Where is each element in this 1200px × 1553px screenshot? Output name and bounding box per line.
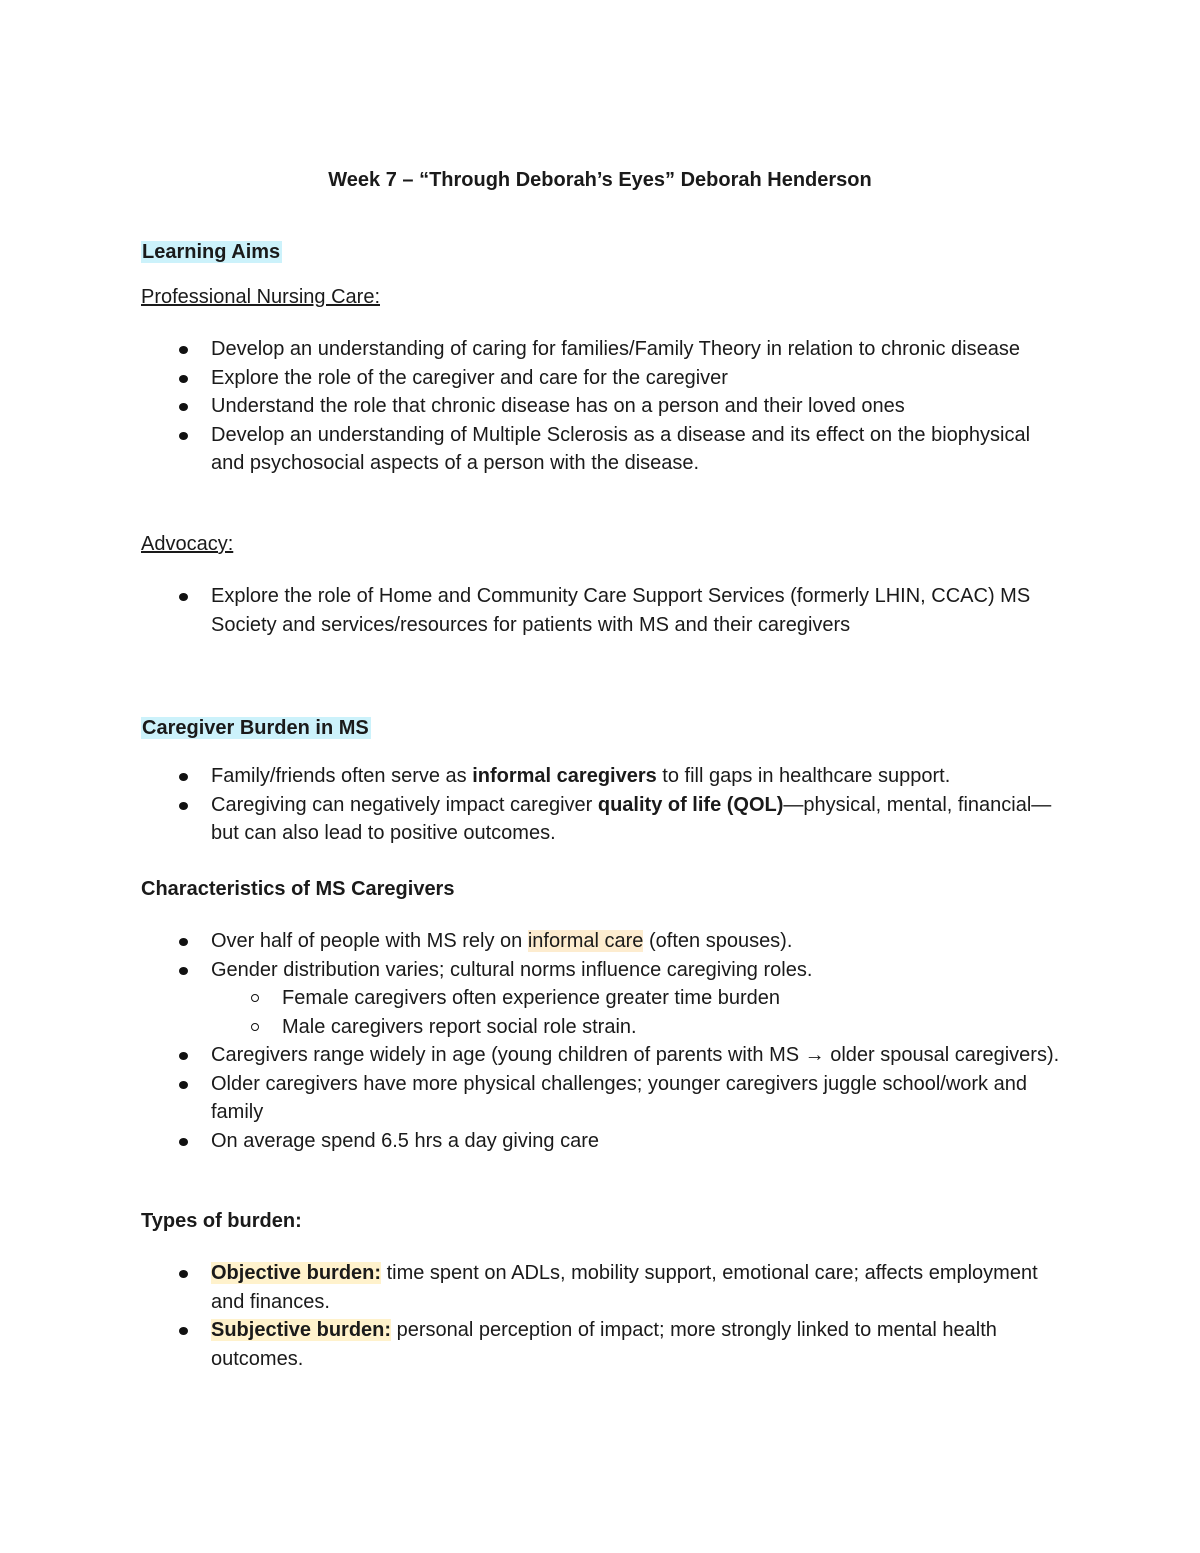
characteristics-list — [141, 927, 1066, 1155]
page-title: Week 7 – “Through Deborah’s Eyes” Deborah Henderson — [328, 169, 872, 191]
sub-list-item: Female caregivers often experience greater time burden — [141, 984, 1066, 1013]
bold-term: quality of life (QOL) — [597, 793, 784, 816]
list-item: Develop an understanding of Multiple Sclerosis as a disease and its effect on the biophysical and psychosocial aspects of a person with the disease. — [141, 421, 1066, 478]
advocacy-subheading: Advocacy: — [141, 533, 234, 555]
professional-nursing-care-subheading: Professional Nursing Care: — [141, 286, 380, 308]
list-item — [141, 791, 1066, 848]
list-item-text: personal perception of impact; more strongly linked to mental health outcomes. — [211, 1319, 997, 1370]
advocacy-list — [141, 582, 1066, 639]
learning-aims-heading-text: Learning Aims — [142, 241, 281, 263]
list-item: Explore the role of the caregiver and care for the caregiver — [141, 364, 1066, 393]
list-item: On average spend 6.5 hrs a day giving care — [141, 1127, 1066, 1156]
list-item: Gender distribution varies; cultural norms influence caregiving roles. — [141, 956, 1066, 985]
caregiver-burden-heading-text: Caregiver Burden in MS — [142, 717, 369, 739]
list-item: Explore the role of Home and Community Care Support Services (formerly LHIN, CCAC) MS Society and services/resources for patients with MS and their caregivers — [141, 582, 1066, 639]
types-of-burden-heading: Types of burden: — [141, 1210, 302, 1232]
list-item — [141, 1259, 1066, 1316]
list-item: Caregivers range widely in age (young children of parents with MS → older spousal caregivers). — [141, 1041, 1066, 1070]
bold-term: informal caregivers — [472, 765, 657, 787]
list-item — [141, 927, 1066, 956]
characteristics-heading: Characteristics of MS Caregivers — [141, 878, 455, 900]
caregiver-burden-heading — [141, 714, 371, 743]
professional-nursing-care-list — [141, 335, 1066, 478]
highlighted-term: informal care — [527, 930, 644, 952]
list-item — [141, 1316, 1066, 1373]
learning-aims-heading — [141, 238, 282, 267]
list-item-text: Over half of people with MS rely on — [211, 930, 528, 952]
types-of-burden-list — [141, 1259, 1066, 1373]
list-item-text: (often spouses). — [643, 930, 793, 952]
list-item-text: Family/friends often serve as — [211, 765, 473, 787]
list-item: Develop an understanding of caring for families/Family Theory in relation to chronic disease — [141, 335, 1066, 364]
list-item — [141, 762, 1066, 791]
caregiver-burden-list — [141, 762, 1066, 848]
list-item: Understand the role that chronic disease has on a person and their loved ones — [141, 392, 1066, 421]
sub-list-item: Male caregivers report social role strain. — [141, 1013, 1066, 1042]
list-item-text: to fill gaps in healthcare support. — [656, 765, 951, 787]
list-item: Older caregivers have more physical challenges; younger caregivers juggle school/work and family — [141, 1070, 1066, 1127]
list-item-text: —physical, mental, financial—but can also lead to positive outcomes. — [211, 793, 1052, 844]
subjective-burden-label: Subjective burden: — [211, 1319, 392, 1341]
list-item-text: time spent on ADLs, mobility support, emotional care; affects employment and finances. — [211, 1262, 1038, 1313]
list-item-text: Caregiving can negatively impact caregiver — [211, 793, 598, 816]
objective-burden-label: Objective burden: — [211, 1262, 382, 1284]
